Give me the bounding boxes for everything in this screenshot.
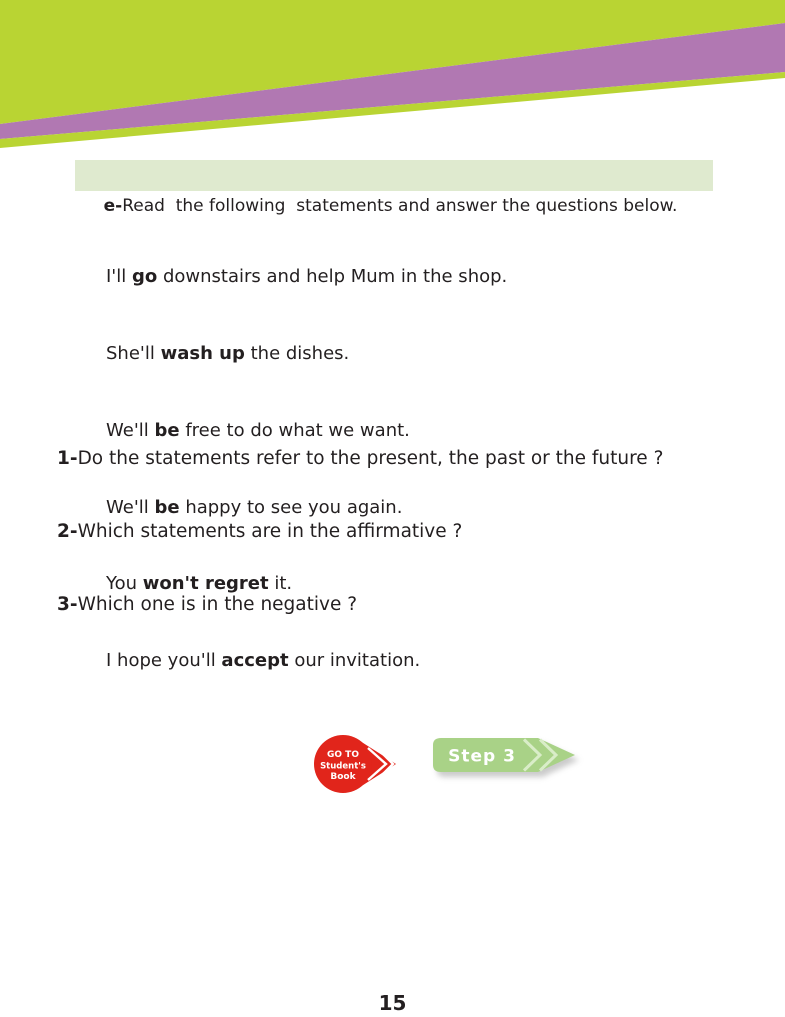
questions-list <box>57 402 663 662</box>
goto-badge-line2: Student's <box>320 761 366 772</box>
goto-badge-line3: Book <box>330 772 356 782</box>
question-number: 3- <box>57 593 78 615</box>
question-line <box>57 444 663 475</box>
question-text: Do the statements refer to the present, the past or the future ? <box>77 448 664 469</box>
goto-badge-line1: GO TO <box>327 750 359 760</box>
statement-post: free to do what we want. <box>179 419 410 441</box>
question-text: Which statements are in the affirmative ? <box>77 520 463 542</box>
question-line <box>57 590 663 621</box>
goto-students-book-badge[interactable] <box>314 733 398 797</box>
question-number: 2- <box>57 520 78 542</box>
question-number: 1- <box>57 448 78 469</box>
statement-bold: be <box>154 419 180 441</box>
statement-line <box>106 341 507 367</box>
question-text: Which one is in the negative ? <box>77 593 358 615</box>
instruction-bar <box>75 160 713 216</box>
instruction-marker: e- <box>103 196 123 216</box>
statement-pre: We'll <box>106 496 155 518</box>
step-button-label: Step 3 <box>448 746 516 767</box>
statement-bold: go <box>131 266 158 288</box>
statement-pre: You <box>106 573 143 595</box>
statement-post: our invitation. <box>288 650 421 672</box>
page-number: 15 <box>378 991 407 1015</box>
statement-line <box>106 264 507 290</box>
question-line <box>57 517 663 548</box>
statement-bold: accept <box>221 650 289 672</box>
statement-bold: wash up <box>160 342 245 364</box>
statement-post: it. <box>268 573 293 595</box>
statement-post: the dishes. <box>244 342 350 364</box>
statement-bold: be <box>154 496 180 518</box>
statement-post: downstairs and help Mum in the shop. <box>157 266 508 288</box>
statement-pre: We'll <box>106 419 155 441</box>
step-3-button[interactable] <box>430 736 580 774</box>
statement-bold: won't regret <box>142 573 269 595</box>
statement-pre: I'll <box>106 266 132 288</box>
header-decoration <box>0 0 785 150</box>
statement-post: happy to see you again. <box>179 496 403 518</box>
statement-pre: I hope you'll <box>106 650 222 672</box>
statement-pre: She'll <box>106 342 161 364</box>
instruction-text: Read the following statements and answer the questions below. <box>122 196 678 216</box>
